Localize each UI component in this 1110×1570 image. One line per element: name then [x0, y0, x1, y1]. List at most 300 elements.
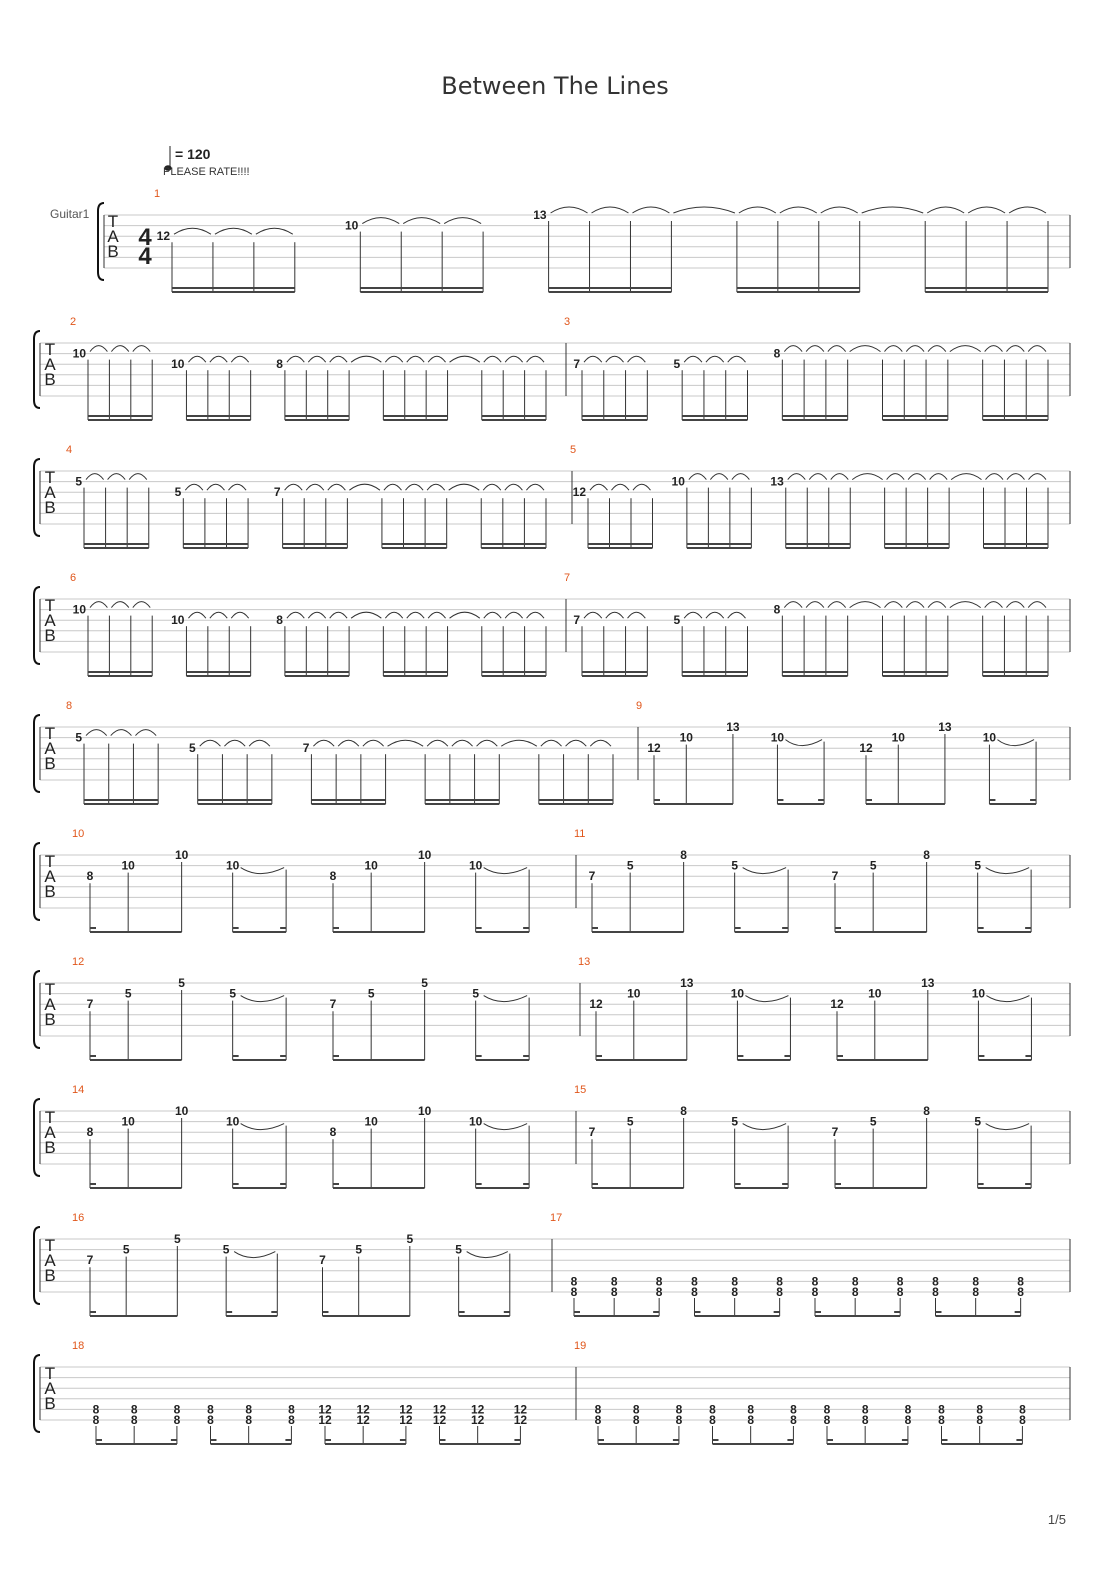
measure-number: 6 — [70, 572, 77, 584]
system-bracket — [98, 203, 104, 280]
time-signature-denominator: 4 — [138, 243, 152, 270]
system-bracket — [34, 459, 40, 536]
fret-number: 5 — [455, 1242, 462, 1257]
tie-arc — [950, 602, 981, 608]
fret-number: 8 — [86, 1125, 94, 1140]
fret-number: 8 — [773, 346, 781, 361]
tie-arc — [784, 602, 802, 608]
tie-arc — [1028, 602, 1046, 608]
tie-arc — [285, 484, 303, 490]
tab-clef-letter: A — [44, 483, 56, 502]
tie-arc — [527, 356, 544, 362]
tab-clef-letter: A — [44, 611, 56, 630]
tie-arc — [1006, 346, 1024, 352]
fret-number: 10 — [171, 613, 185, 628]
tie-arc — [313, 740, 334, 746]
fret-number: 8 — [675, 1413, 683, 1427]
tie-arc — [606, 612, 624, 618]
fret-number: 8 — [896, 1274, 904, 1289]
fret-number: 5 — [189, 741, 196, 756]
fret-number: 10 — [730, 986, 745, 1001]
tab-clef-letter: T — [44, 1108, 56, 1127]
tie-arc — [862, 207, 923, 213]
fret-number: 8 — [938, 1402, 945, 1417]
fret-number: 10 — [868, 986, 882, 1001]
tie-arc — [885, 602, 903, 608]
fret-number: 12 — [432, 1402, 447, 1417]
fret-number: 8 — [747, 1402, 755, 1417]
fret-number: 5 — [731, 1114, 739, 1129]
tie-arc — [885, 346, 903, 352]
fret-number: 8 — [851, 1285, 859, 1299]
measure-number: 15 — [574, 1084, 587, 1096]
tie-arc — [363, 740, 384, 746]
tie-arc — [308, 356, 325, 362]
fret-number: 8 — [570, 1274, 578, 1289]
tab-clef-letter: A — [44, 867, 56, 886]
tie-arc — [566, 740, 587, 746]
fret-number: 10 — [417, 848, 432, 862]
fret-number: 5 — [173, 1232, 181, 1246]
tie-arc — [784, 346, 802, 352]
measure-number: 11 — [574, 828, 586, 840]
fret-number: 8 — [747, 1413, 755, 1427]
fret-number: 8 — [1017, 1274, 1024, 1289]
tie-arc — [828, 346, 846, 352]
fret-number: 5 — [406, 1232, 414, 1246]
tie-arc — [632, 207, 669, 213]
fret-number: 7 — [573, 613, 580, 628]
fret-number: 8 — [691, 1285, 698, 1299]
tie-arc — [384, 484, 402, 490]
measure-number: 17 — [550, 1212, 563, 1224]
fret-number: 10 — [171, 357, 185, 372]
tie-arc — [788, 474, 805, 480]
measure-number: 16 — [72, 1212, 85, 1224]
tie-arc — [406, 484, 424, 490]
fret-number: 5 — [869, 1114, 877, 1129]
system-bracket — [34, 1099, 40, 1176]
tie-arc — [821, 207, 858, 213]
fret-number: 8 — [709, 1413, 716, 1427]
tie-arc — [551, 207, 588, 213]
tie-arc — [224, 740, 245, 746]
fret-number: 8 — [932, 1274, 939, 1289]
fret-number: 8 — [923, 1104, 930, 1118]
system-bracket — [34, 1355, 40, 1432]
fret-number: 8 — [938, 1413, 945, 1427]
fret-number: 8 — [632, 1402, 640, 1417]
tie-arc — [241, 1124, 284, 1130]
tie-arc — [241, 996, 284, 1002]
fret-number: 5 — [869, 858, 877, 873]
fret-number: 8 — [932, 1285, 939, 1299]
measure-number: 7 — [564, 572, 571, 584]
fret-number: 12 — [647, 741, 661, 756]
tie-arc — [188, 612, 205, 618]
tie-arc — [174, 228, 211, 234]
tie-arc — [590, 740, 611, 746]
tie-arc — [241, 868, 284, 874]
tie-arc — [90, 602, 107, 608]
fret-number: 5 — [421, 976, 428, 990]
fret-number: 10 — [364, 1114, 378, 1129]
fret-number: 8 — [823, 1402, 831, 1417]
fret-number: 8 — [594, 1402, 602, 1417]
tie-arc — [483, 484, 501, 490]
tie-arc — [449, 484, 480, 490]
fret-number: 8 — [610, 1285, 618, 1299]
fret-number: 10 — [417, 1104, 432, 1118]
tie-arc — [739, 207, 776, 213]
tie-arc — [505, 484, 523, 490]
fret-number: 8 — [680, 848, 687, 862]
system-bracket — [34, 1227, 40, 1304]
tie-arc — [633, 484, 650, 490]
fret-number: 8 — [1019, 1413, 1026, 1427]
tab-clef-letter: B — [44, 1394, 56, 1413]
fret-number: 8 — [1017, 1285, 1024, 1299]
tab-clef-letter: T — [44, 980, 56, 999]
fret-number: 12 — [513, 1413, 528, 1427]
tie-arc — [129, 474, 147, 480]
tie-arc — [207, 484, 225, 490]
tie-arc — [780, 207, 817, 213]
tie-arc — [210, 356, 227, 362]
tab-clef-letter: B — [44, 882, 56, 901]
tie-arc — [427, 740, 448, 746]
tie-arc — [628, 356, 646, 362]
tab-clef-letter: B — [44, 370, 56, 389]
fret-number: 10 — [225, 858, 240, 873]
tie-arc — [505, 612, 522, 618]
tie-arc — [484, 1124, 527, 1130]
measure-number: 5 — [570, 444, 577, 456]
fret-number: 12 — [399, 1402, 413, 1417]
tie-arc — [185, 484, 203, 490]
measure-number: 2 — [70, 316, 77, 328]
tie-arc — [308, 612, 325, 618]
measure-number: 10 — [72, 828, 85, 840]
tab-clef-letter: T — [107, 212, 119, 231]
tie-arc — [111, 602, 128, 608]
tie-arc — [809, 474, 826, 480]
measure-number: 14 — [72, 1084, 85, 1096]
fret-number: 10 — [891, 730, 905, 745]
tie-arc — [684, 612, 702, 618]
tie-arc — [584, 356, 602, 362]
tie-arc — [484, 996, 527, 1002]
fret-number: 8 — [130, 1402, 138, 1417]
tempo-value: = 120 — [175, 146, 211, 162]
fret-number: 10 — [72, 602, 86, 617]
measure-number: 9 — [636, 700, 643, 712]
track-name: Guitar1 — [50, 207, 90, 221]
fret-number: 5 — [974, 858, 982, 873]
tie-arc — [850, 602, 881, 608]
tie-arc — [673, 207, 734, 213]
fret-number: 7 — [319, 1253, 326, 1268]
fret-number: 5 — [626, 1114, 634, 1129]
tie-arc — [950, 346, 981, 352]
fret-number: 8 — [823, 1413, 831, 1427]
tie-arc — [951, 474, 981, 480]
fret-number: 8 — [245, 1413, 253, 1427]
tie-arc — [108, 474, 126, 480]
tie-arc — [986, 996, 1029, 1002]
fret-number: 7 — [831, 1125, 839, 1140]
fret-number: 8 — [904, 1413, 912, 1427]
fret-number: 7 — [302, 741, 310, 756]
fret-number: 10 — [174, 1104, 189, 1118]
tie-arc — [831, 474, 848, 480]
tie-arc — [330, 612, 347, 618]
fret-number: 8 — [610, 1274, 618, 1289]
tie-arc — [403, 218, 440, 224]
fret-number: 8 — [776, 1285, 783, 1299]
tie-arc — [351, 612, 381, 618]
tab-clef-letter: B — [44, 1266, 56, 1285]
tie-arc — [133, 346, 150, 352]
fret-number: 5 — [222, 1242, 230, 1257]
fret-number: 10 — [468, 1114, 483, 1129]
fret-number: 10 — [72, 346, 86, 361]
fret-number: 10 — [468, 858, 483, 873]
fret-number: 8 — [276, 613, 283, 628]
fret-number: 5 — [626, 858, 634, 873]
tie-arc — [1028, 346, 1046, 352]
tie-arc — [906, 602, 924, 608]
tie-arc — [986, 474, 1003, 480]
fret-number: 8 — [675, 1402, 683, 1417]
tie-arc — [351, 356, 381, 362]
tie-arc — [385, 612, 402, 618]
fret-number: 5 — [472, 986, 480, 1001]
system-bracket — [34, 331, 40, 408]
tie-arc — [135, 730, 156, 736]
measure-number: 8 — [66, 700, 73, 712]
fret-number: 10 — [627, 986, 641, 1001]
page-number: 1/5 — [1047, 1512, 1066, 1527]
tab-clef-letter: B — [44, 1138, 56, 1157]
fret-number: 8 — [329, 1125, 337, 1140]
fret-number: 5 — [124, 986, 132, 1001]
measure-number: 19 — [574, 1340, 587, 1352]
fret-number: 8 — [731, 1274, 739, 1289]
tie-arc — [427, 484, 445, 490]
fret-number: 10 — [971, 986, 986, 1001]
system-bracket — [34, 587, 40, 664]
fret-number: 5 — [974, 1114, 982, 1129]
tie-arc — [231, 612, 248, 618]
fret-number: 10 — [121, 858, 135, 873]
fret-number: 10 — [770, 730, 785, 745]
tie-arc — [338, 740, 359, 746]
fret-number: 8 — [972, 1274, 980, 1289]
tie-arc — [362, 218, 399, 224]
tab-clef-letter: A — [107, 227, 119, 246]
fret-number: 12 — [513, 1402, 528, 1417]
fret-number: 8 — [570, 1285, 578, 1299]
fret-number: 8 — [92, 1413, 100, 1427]
fret-number: 8 — [811, 1274, 819, 1289]
tab-clef-letter: B — [44, 754, 56, 773]
fret-number: 8 — [709, 1402, 716, 1417]
tab-clef-letter: T — [44, 340, 56, 359]
tie-arc — [477, 740, 498, 746]
tie-arc — [906, 346, 924, 352]
tie-arc — [590, 484, 607, 490]
fret-number: 5 — [731, 858, 739, 873]
tab-clef-letter: B — [44, 1010, 56, 1029]
tie-arc — [785, 740, 822, 746]
tie-arc — [467, 1252, 508, 1258]
tie-arc — [985, 346, 1003, 352]
tie-arc — [133, 602, 150, 608]
tie-arc — [388, 740, 424, 746]
tie-arc — [527, 612, 544, 618]
fret-number: 8 — [976, 1402, 984, 1417]
tie-arc — [628, 612, 646, 618]
tie-arc — [501, 740, 537, 746]
tab-clef-letter: T — [44, 1236, 56, 1255]
fret-number: 5 — [174, 485, 182, 500]
tie-arc — [1009, 207, 1046, 213]
tie-arc — [330, 356, 347, 362]
fret-number: 8 — [632, 1413, 640, 1427]
fret-number: 10 — [671, 474, 685, 489]
system-bracket — [34, 971, 40, 1048]
fret-number: 12 — [318, 1402, 332, 1417]
tie-arc — [728, 356, 746, 362]
system-bracket — [34, 715, 40, 792]
fret-number: 13 — [726, 720, 740, 734]
tie-arc — [450, 612, 480, 618]
fret-number: 8 — [680, 1104, 687, 1118]
tab-clef-letter: A — [44, 1123, 56, 1142]
tie-arc — [986, 868, 1029, 874]
tie-arc — [328, 484, 346, 490]
fret-number: 8 — [904, 1402, 912, 1417]
fret-number: 5 — [122, 1242, 130, 1257]
fret-number: 8 — [173, 1413, 181, 1427]
tab-clef-letter: T — [44, 468, 56, 487]
fret-number: 8 — [790, 1413, 797, 1427]
fret-number: 12 — [589, 997, 603, 1012]
tab-clef-letter: T — [44, 1364, 56, 1383]
tie-arc — [743, 868, 786, 874]
tie-arc — [444, 218, 481, 224]
tie-arc — [850, 346, 881, 352]
tie-arc — [732, 474, 749, 480]
fret-number: 8 — [1019, 1402, 1026, 1417]
fret-number: 8 — [861, 1413, 869, 1427]
fret-number: 13 — [921, 976, 935, 990]
tab-clef-letter: B — [44, 626, 56, 645]
fret-number: 7 — [588, 1125, 596, 1140]
tie-arc — [743, 1124, 786, 1130]
fret-number: 8 — [896, 1285, 904, 1299]
fret-number: 5 — [355, 1242, 363, 1257]
fret-number: 7 — [588, 869, 596, 884]
tie-arc — [407, 612, 424, 618]
fret-number: 12 — [399, 1413, 413, 1427]
tie-arc — [728, 612, 746, 618]
fret-number: 8 — [173, 1402, 181, 1417]
fret-number: 8 — [655, 1274, 663, 1289]
tie-arc — [930, 474, 947, 480]
fret-number: 8 — [655, 1285, 663, 1299]
tie-arc — [927, 207, 964, 213]
fret-number: 7 — [329, 997, 337, 1012]
fret-number: 8 — [972, 1285, 980, 1299]
system-bracket — [34, 843, 40, 920]
tie-arc — [349, 484, 380, 490]
fret-number: 10 — [344, 218, 359, 233]
tie-arc — [111, 730, 132, 736]
fret-number: 8 — [861, 1402, 869, 1417]
tie-arc — [745, 996, 788, 1002]
tab-clef-letter: B — [44, 498, 56, 517]
measure-number: 13 — [578, 956, 591, 968]
fret-number: 8 — [92, 1402, 100, 1417]
fret-number: 7 — [831, 869, 839, 884]
tie-arc — [407, 356, 424, 362]
tab-clef-letter: T — [44, 724, 56, 743]
fret-number: 5 — [673, 613, 681, 628]
fret-number: 8 — [288, 1413, 295, 1427]
tie-arc — [997, 740, 1034, 746]
tie-arc — [210, 612, 227, 618]
tie-arc — [428, 612, 445, 618]
tie-arc — [928, 602, 946, 608]
tab-clef-letter: T — [44, 852, 56, 871]
tab-clef-letter: T — [44, 596, 56, 615]
tie-arc — [234, 1252, 275, 1258]
fret-number: 8 — [790, 1402, 797, 1417]
annotation-text: PLEASE RATE!!!! — [163, 166, 250, 178]
tie-arc — [385, 356, 402, 362]
tie-arc — [484, 868, 527, 874]
time-signature-numerator: 4 — [138, 224, 152, 251]
fret-number: 13 — [770, 474, 784, 489]
tie-arc — [852, 474, 882, 480]
fret-number: 12 — [859, 741, 873, 756]
fret-number: 7 — [86, 1253, 94, 1268]
tie-arc — [484, 612, 501, 618]
fret-number: 10 — [679, 730, 693, 745]
fret-number: 10 — [121, 1114, 135, 1129]
fret-number: 8 — [731, 1285, 739, 1299]
fret-number: 5 — [229, 986, 237, 1001]
tie-arc — [86, 730, 107, 736]
tie-arc — [611, 484, 628, 490]
tie-arc — [1006, 602, 1024, 608]
measure-number: 12 — [72, 956, 85, 968]
fret-number: 8 — [276, 357, 283, 372]
tie-arc — [985, 602, 1003, 608]
fret-number: 10 — [174, 848, 189, 862]
tab-clef-letter: A — [44, 739, 56, 758]
song-title: Between The Lines — [441, 72, 669, 100]
fret-number: 12 — [572, 485, 586, 500]
tie-arc — [908, 474, 925, 480]
fret-number: 8 — [851, 1274, 859, 1289]
measure-number: 1 — [154, 188, 161, 200]
fret-number: 8 — [86, 869, 94, 884]
fret-number: 12 — [470, 1413, 485, 1427]
fret-number: 13 — [533, 208, 547, 222]
